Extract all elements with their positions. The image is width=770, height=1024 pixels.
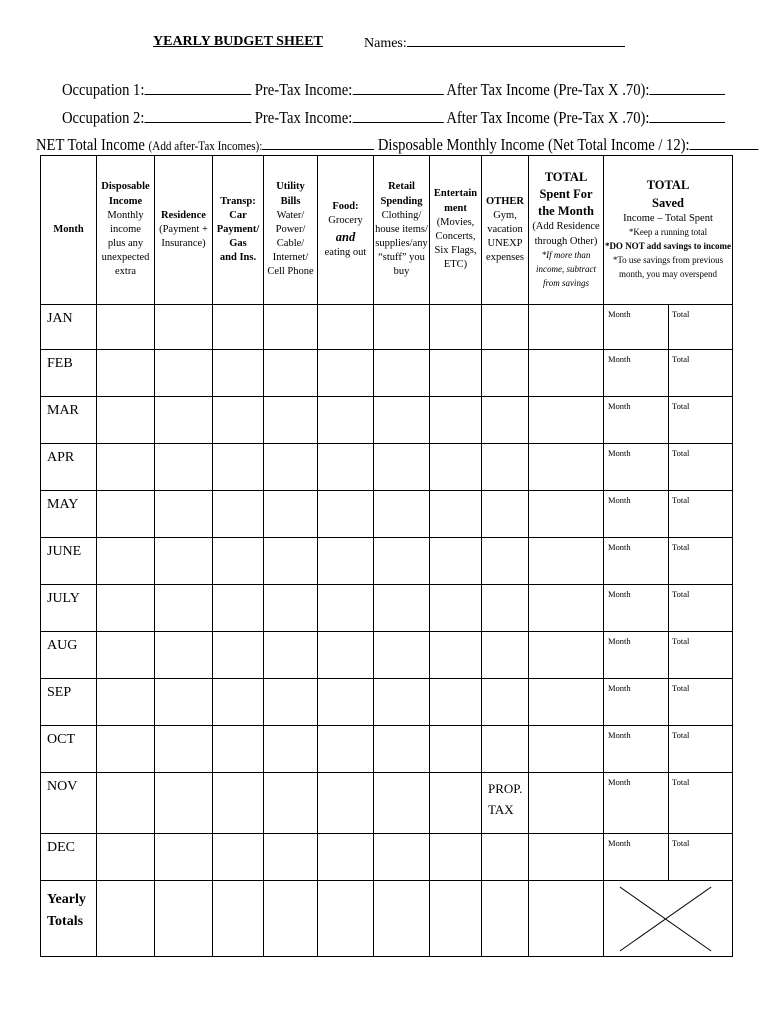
month-label: SEP xyxy=(41,679,97,726)
occupation1-aftertax-label: After Tax Income (Pre-Tax X .70): xyxy=(446,80,650,99)
saved-total-label: Total xyxy=(672,542,690,552)
saved-month-label: Month xyxy=(608,777,631,787)
saved-total-label: Total xyxy=(672,777,690,787)
month-row xyxy=(41,773,733,834)
cell[interactable] xyxy=(264,538,318,585)
cell[interactable] xyxy=(374,773,430,834)
cell[interactable] xyxy=(213,350,264,397)
cell[interactable] xyxy=(155,350,213,397)
cell[interactable] xyxy=(318,538,374,585)
saved-month-label: Month xyxy=(608,730,631,740)
cell[interactable] xyxy=(430,397,482,444)
cell[interactable] xyxy=(482,632,529,679)
cell[interactable] xyxy=(213,397,264,444)
cell[interactable] xyxy=(529,538,604,585)
saved-month-label: Month xyxy=(608,838,631,848)
cell[interactable] xyxy=(155,834,213,881)
cell[interactable] xyxy=(264,585,318,632)
occupation2-aftertax-blank[interactable] xyxy=(649,108,725,123)
col-utility: Utility Bills Water/ Power/ Cable/ Internet/ Cell Phone xyxy=(264,156,318,305)
saved-total-label: Total xyxy=(672,730,690,740)
cell[interactable] xyxy=(213,881,264,957)
cell[interactable] xyxy=(97,305,155,350)
month-row xyxy=(41,491,733,538)
saved-month-label: Month xyxy=(608,401,631,411)
cell[interactable] xyxy=(430,538,482,585)
saved-cell[interactable] xyxy=(604,491,733,538)
month-row xyxy=(41,726,733,773)
yearly-totals-label: Yearly Totals xyxy=(41,881,97,957)
cell[interactable] xyxy=(318,679,374,726)
cell[interactable] xyxy=(482,491,529,538)
cell[interactable] xyxy=(430,632,482,679)
cell[interactable] xyxy=(318,397,374,444)
cell[interactable] xyxy=(97,444,155,491)
month-row xyxy=(41,632,733,679)
saved-month-label: Month xyxy=(608,636,631,646)
cell[interactable] xyxy=(264,632,318,679)
cell[interactable] xyxy=(529,305,604,350)
saved-total-label: Total xyxy=(672,683,690,693)
cell[interactable] xyxy=(264,397,318,444)
cell[interactable] xyxy=(374,679,430,726)
col-retail: Retail Spending Clothing/ house items/ supplies/any “stuff” you buy xyxy=(374,156,430,305)
cell[interactable] xyxy=(529,881,604,957)
header-row xyxy=(41,156,733,305)
cell[interactable] xyxy=(97,491,155,538)
cell[interactable] xyxy=(529,444,604,491)
cell[interactable] xyxy=(529,350,604,397)
cell[interactable] xyxy=(97,632,155,679)
yearly-totals-row xyxy=(41,881,733,957)
cell[interactable] xyxy=(430,726,482,773)
month-label: MAR xyxy=(41,397,97,444)
cell[interactable] xyxy=(97,881,155,957)
cell[interactable] xyxy=(264,679,318,726)
cell[interactable] xyxy=(155,444,213,491)
month-row xyxy=(41,305,733,350)
cell[interactable] xyxy=(482,726,529,773)
cell[interactable] xyxy=(374,444,430,491)
saved-month-label: Month xyxy=(608,683,631,693)
occupation1-row xyxy=(62,80,725,100)
cell[interactable] xyxy=(97,834,155,881)
saved-total-label: Total xyxy=(672,636,690,646)
cell[interactable] xyxy=(213,679,264,726)
saved-month-label: Month xyxy=(608,542,631,552)
cell[interactable] xyxy=(318,834,374,881)
cell[interactable] xyxy=(430,773,482,834)
cell[interactable] xyxy=(482,679,529,726)
month-label: MAY xyxy=(41,491,97,538)
cell[interactable] xyxy=(482,397,529,444)
cell[interactable] xyxy=(264,834,318,881)
names-field[interactable] xyxy=(364,34,625,52)
cell[interactable] xyxy=(213,834,264,881)
occupation2-aftertax-label: After Tax Income (Pre-Tax X .70): xyxy=(446,108,650,127)
cell[interactable] xyxy=(264,726,318,773)
cell[interactable] xyxy=(213,491,264,538)
cell[interactable] xyxy=(155,679,213,726)
cell[interactable] xyxy=(97,679,155,726)
cell[interactable] xyxy=(97,726,155,773)
cell[interactable] xyxy=(529,491,604,538)
saved-month-label: Month xyxy=(608,589,631,599)
cell[interactable] xyxy=(482,350,529,397)
net-total-label: NET Total Income xyxy=(36,135,145,154)
saved-cell[interactable] xyxy=(604,397,733,444)
month-label: DEC xyxy=(41,834,97,881)
cell[interactable] xyxy=(318,632,374,679)
cell[interactable] xyxy=(430,585,482,632)
cell[interactable] xyxy=(482,305,529,350)
occupation2-blank[interactable] xyxy=(144,108,251,123)
month-label: FEB xyxy=(41,350,97,397)
cell[interactable] xyxy=(97,585,155,632)
saved-total-label: Total xyxy=(672,589,690,599)
saved-cell[interactable] xyxy=(604,585,733,632)
month-row xyxy=(41,350,733,397)
saved-cell[interactable] xyxy=(604,726,733,773)
cell[interactable] xyxy=(529,632,604,679)
cell[interactable] xyxy=(482,444,529,491)
occupation2-pretax-blank[interactable] xyxy=(352,108,443,123)
cell[interactable] xyxy=(97,773,155,834)
cell[interactable] xyxy=(374,834,430,881)
occupation1-label: Occupation 1: xyxy=(62,80,145,99)
cell[interactable] xyxy=(264,773,318,834)
col-residence: Residence (Payment + Insurance) xyxy=(155,156,213,305)
cell[interactable] xyxy=(318,881,374,957)
occupation1-pretax-label: Pre-Tax Income: xyxy=(254,80,353,99)
budget-table xyxy=(40,155,733,957)
cell[interactable] xyxy=(374,397,430,444)
cell[interactable] xyxy=(430,305,482,350)
cell[interactable] xyxy=(318,305,374,350)
month-row xyxy=(41,679,733,726)
month-row xyxy=(41,538,733,585)
cell[interactable] xyxy=(213,305,264,350)
cell[interactable] xyxy=(318,726,374,773)
month-row xyxy=(41,585,733,632)
disposable-monthly-label: Disposable Monthly Income (Net Total Income / 12): xyxy=(377,135,690,154)
cell[interactable] xyxy=(318,491,374,538)
cell[interactable] xyxy=(482,585,529,632)
cell[interactable] xyxy=(430,679,482,726)
saved-total-label: Total xyxy=(672,309,690,319)
saved-cell[interactable] xyxy=(604,350,733,397)
saved-cell[interactable] xyxy=(604,305,733,350)
cell[interactable] xyxy=(529,834,604,881)
month-label: JULY xyxy=(41,585,97,632)
occupation2-row xyxy=(62,108,725,128)
cell[interactable] xyxy=(213,632,264,679)
prop-tax-note[interactable]: PROP. TAX xyxy=(482,773,529,834)
saved-cell[interactable] xyxy=(604,538,733,585)
cell[interactable] xyxy=(529,585,604,632)
cell[interactable] xyxy=(374,305,430,350)
cell[interactable] xyxy=(264,305,318,350)
occupation1-aftertax-blank[interactable] xyxy=(649,80,725,95)
col-other: OTHER Gym, vacation UNEXP expenses xyxy=(482,156,529,305)
names-label: Names: xyxy=(364,36,407,51)
cell[interactable] xyxy=(374,350,430,397)
col-total-spent: TOTAL Spent For the Month (Add Residence through Other) *If more than income, subtract from savings xyxy=(529,156,604,305)
cell[interactable] xyxy=(155,397,213,444)
cell[interactable] xyxy=(529,679,604,726)
saved-cell[interactable] xyxy=(604,444,733,491)
crossed-out-cell xyxy=(604,881,733,957)
cell[interactable] xyxy=(430,881,482,957)
cell[interactable] xyxy=(430,350,482,397)
net-total-blank[interactable] xyxy=(262,135,374,150)
month-row xyxy=(41,834,733,881)
col-total-saved: TOTAL Saved Income – Total Spent *Keep a running total *DO NOT add savings to income *To use savings from previous month, you may overspend xyxy=(604,156,733,305)
month-label: JUNE xyxy=(41,538,97,585)
cell[interactable] xyxy=(529,726,604,773)
x-mark-icon xyxy=(604,881,732,955)
saved-month-label: Month xyxy=(608,495,631,505)
cell[interactable] xyxy=(155,632,213,679)
cell[interactable] xyxy=(264,444,318,491)
saved-cell[interactable] xyxy=(604,773,733,834)
col-food: Food: Grocery and eating out xyxy=(318,156,374,305)
saved-total-label: Total xyxy=(672,354,690,364)
month-label: AUG xyxy=(41,632,97,679)
net-total-note: (Add after-Tax Incomes): xyxy=(148,138,263,153)
cell[interactable] xyxy=(318,350,374,397)
saved-total-label: Total xyxy=(672,448,690,458)
saved-month-label: Month xyxy=(608,309,631,319)
cell[interactable] xyxy=(264,491,318,538)
saved-cell[interactable] xyxy=(604,679,733,726)
cell[interactable] xyxy=(374,585,430,632)
cell[interactable] xyxy=(213,773,264,834)
cell[interactable] xyxy=(213,538,264,585)
cell[interactable] xyxy=(264,350,318,397)
occupation2-pretax-label: Pre-Tax Income: xyxy=(254,108,353,127)
cell[interactable] xyxy=(155,585,213,632)
cell[interactable] xyxy=(529,773,604,834)
cell[interactable] xyxy=(213,444,264,491)
disposable-monthly-blank[interactable] xyxy=(690,135,759,150)
saved-cell[interactable] xyxy=(604,632,733,679)
cell[interactable] xyxy=(155,881,213,957)
cell[interactable] xyxy=(97,397,155,444)
net-total-row xyxy=(36,135,758,155)
col-entertainment: Entertain ment (Movies, Concerts, Six Flags, ETC) xyxy=(430,156,482,305)
saved-cell[interactable] xyxy=(604,834,733,881)
occupation1-blank[interactable] xyxy=(144,80,251,95)
month-row xyxy=(41,397,733,444)
saved-month-label: Month xyxy=(608,448,631,458)
cell[interactable] xyxy=(529,397,604,444)
cell[interactable] xyxy=(318,444,374,491)
cell[interactable] xyxy=(430,834,482,881)
cell[interactable] xyxy=(374,881,430,957)
saved-total-label: Total xyxy=(672,495,690,505)
cell[interactable] xyxy=(318,773,374,834)
occupation1-pretax-blank[interactable] xyxy=(352,80,443,95)
cell[interactable] xyxy=(318,585,374,632)
col-month: Month xyxy=(41,156,97,305)
cell[interactable] xyxy=(155,491,213,538)
occupation2-label: Occupation 2: xyxy=(62,108,145,127)
month-row xyxy=(41,444,733,491)
cell[interactable] xyxy=(97,350,155,397)
names-blank[interactable] xyxy=(407,34,625,47)
cell[interactable] xyxy=(213,585,264,632)
cell[interactable] xyxy=(155,726,213,773)
cell[interactable] xyxy=(213,726,264,773)
cell[interactable] xyxy=(155,773,213,834)
cell[interactable] xyxy=(97,538,155,585)
cell[interactable] xyxy=(482,881,529,957)
cell[interactable] xyxy=(374,538,430,585)
cell[interactable] xyxy=(264,881,318,957)
saved-total-label: Total xyxy=(672,838,690,848)
saved-month-label: Month xyxy=(608,354,631,364)
cell[interactable] xyxy=(430,491,482,538)
month-label: NOV xyxy=(41,773,97,834)
cell[interactable] xyxy=(482,834,529,881)
month-label: JAN xyxy=(41,305,97,350)
cell[interactable] xyxy=(374,632,430,679)
page-title: YEARLY BUDGET SHEET xyxy=(153,34,323,49)
saved-total-label: Total xyxy=(672,401,690,411)
month-label: APR xyxy=(41,444,97,491)
cell[interactable] xyxy=(374,726,430,773)
cell[interactable] xyxy=(374,491,430,538)
month-label: OCT xyxy=(41,726,97,773)
cell[interactable] xyxy=(155,305,213,350)
cell[interactable] xyxy=(155,538,213,585)
cell[interactable] xyxy=(430,444,482,491)
col-disposable: Disposable Income Monthly income plus any unexpected extra xyxy=(97,156,155,305)
col-transp: Transp: Car Payment/ Gas and Ins. xyxy=(213,156,264,305)
cell[interactable] xyxy=(482,538,529,585)
